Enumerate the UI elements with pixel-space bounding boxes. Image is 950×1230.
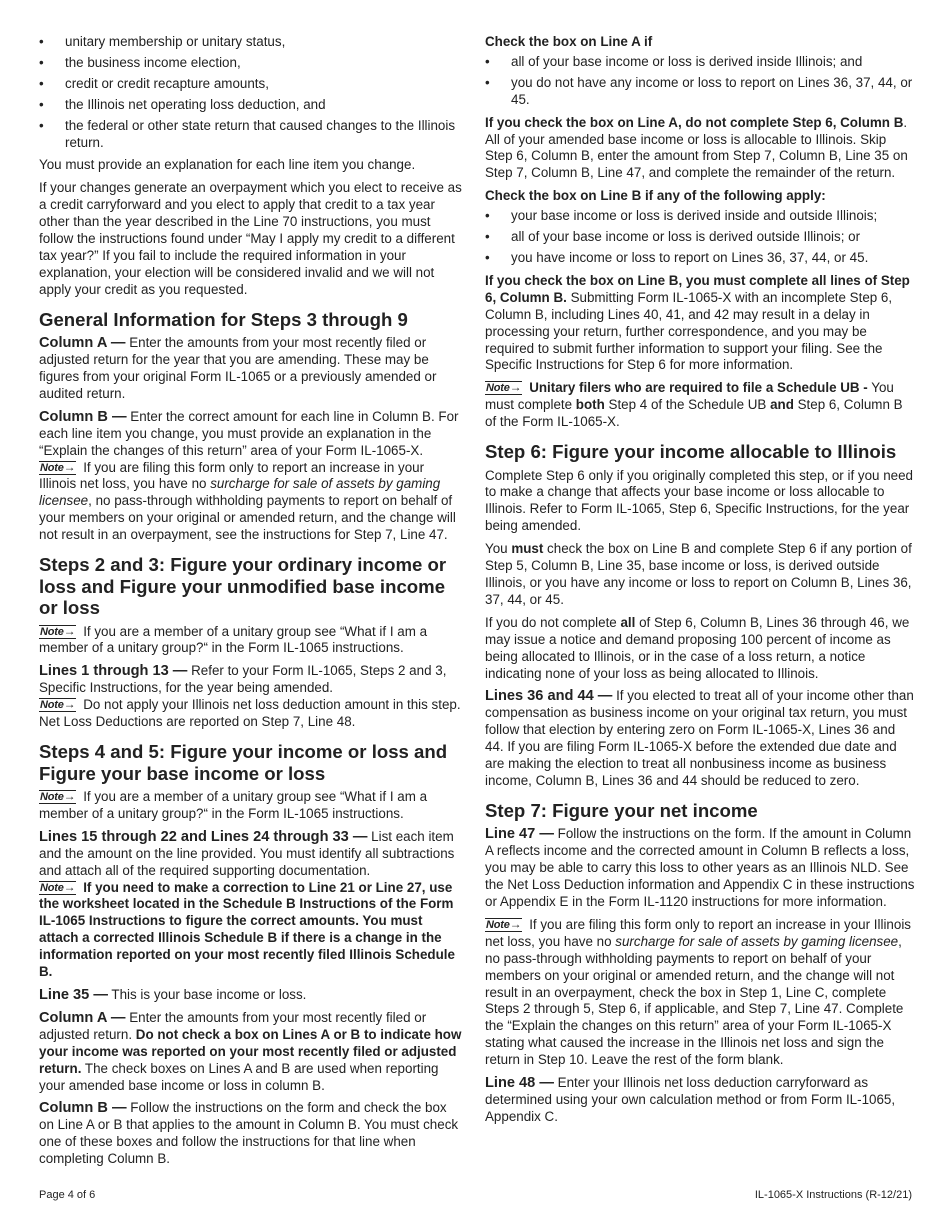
note-icon: Note→ bbox=[40, 879, 76, 894]
bullet-icon: • bbox=[39, 34, 44, 49]
line-b-paragraph: If you check the box on Line B, you must complete all lines of Step 6, Column B. Submitting Form IL-1065-X with an incomplete Step 6, Column B, including Lines 40, 41, and 42 may result in a delay in processing your return, further correspondence, and you may be required to submit further information to support your filing. See the Specific Instructions for Step 6 for more information. bbox=[485, 272, 910, 373]
note-icon: Note→ bbox=[486, 916, 522, 931]
list-item: • all of your base income or loss is derived inside Illinois; and bbox=[485, 53, 863, 69]
step-6-must-paragraph: You must check the box on Line B and complete Step 6 if any portion of Step 5, Column B, Line 35, base income or loss, is derived outside Illinois, or you have any income or loss to report on Column B, Lines 36, 37, 44, or 45. bbox=[485, 541, 912, 607]
line-48-paragraph: Line 48 — Enter your Illinois net loss deduction carryforward as determined using your own calculation method or from Form IL-1065, Appendix C. bbox=[485, 1075, 896, 1124]
steps-4-5-note-unitary: Note→ If you are a member of a unitary group see “What if I am a member of a unitary group?“ in the Form IL-1065 instructions. bbox=[39, 789, 428, 821]
list-item: • the business income election, bbox=[39, 54, 241, 70]
line-a-paragraph: If you check the box on Line A, do not complete Step 6, Column B. All of your amended base income or loss is allocable to Illinois. Skip Step 6, Column B, enter the amount from Step 7, Column B, Line 35 on Step 7, Column B, Line 47, and complete the remainder of the return. bbox=[485, 114, 908, 181]
note-icon: Note→ bbox=[40, 789, 76, 803]
bullet-icon: • bbox=[39, 75, 44, 91]
steps-2-3-heading: Steps 2 and 3: Figure your ordinary income or loss and Figure your unmodified base income or loss bbox=[39, 554, 447, 619]
steps-4-5-column-a: Column A — Enter the amounts from your most recently filed or adjusted return. Do not check a box on Lines A or B to indicate how your income was reported on your most recently filed or adjusted return. The check boxes on Lines A and B are used when reporting your amended base income or loss in column B. bbox=[39, 1009, 462, 1093]
line-a-heading: Check the box on Line A if bbox=[485, 34, 653, 49]
overpayment-paragraph: If your changes generate an overpayment which you elect to receive as a credit carryforward and you elect to apply that credit to a tax year other than the year described in the Line 70 instructions, you must follow the instructions found under “May I apply my credit to a different tax year?” If you fail to include the required information in your explanation, your election will be considered invalid and we will not apply your credit as you requested. bbox=[39, 180, 462, 297]
note-icon: Note→ bbox=[40, 459, 76, 474]
list-item: • the Illinois net operating loss deduction, and bbox=[39, 96, 326, 112]
note-icon: Note→ bbox=[40, 623, 76, 638]
line-b-bullet-list bbox=[485, 208, 915, 267]
bullet-icon: • bbox=[39, 117, 44, 133]
lines-36-44-paragraph: Lines 36 and 44 — If you elected to treat all of your income other than compensation as business income on your original tax return, you must follow that election by entering zero on Form IL-1065-X, Lines 36 and 44. If you are filing Form IL-1065-X before the extended due date and are making the election to treat all nonbusiness income as business income, Column B, Lines 36 and 44 should be reduced to zero. bbox=[485, 688, 914, 788]
list-item: • your base income or loss is derived inside and outside Illinois; bbox=[485, 208, 878, 224]
note-icon: Note→ bbox=[486, 380, 522, 395]
note-icon: Note→ bbox=[40, 697, 76, 712]
list-item: • credit or credit recapture amounts, bbox=[39, 75, 269, 91]
list-item: • all of your base income or loss is derived outside Illinois; or bbox=[485, 229, 861, 245]
list-item: • the federal or other state return that caused changes to the Illinois return. bbox=[39, 117, 456, 150]
step-6-heading: Step 6: Figure your income allocable to Illinois bbox=[485, 441, 897, 463]
list-item: • unitary membership or unitary status, bbox=[39, 34, 286, 49]
list-item: • you do not have any income or loss to report on Lines 36, 37, 44, or 45. bbox=[485, 74, 913, 107]
explain-each-paragraph: You must provide an explanation for each line item you change. bbox=[39, 157, 416, 173]
gen-info-column-b: Column B — Enter the correct amount for each line in Column B. For each line item you change, you must provide an explanation in the “Explain the changes of this return” area of your Form IL-1065-X. Note→ If you are filing this form only to report an increase in your Illinois net loss, you have no surcharge for sale of assets by gaming licensee, no pass-through withholding payments to report on behalf of your members on your original or amended return, and the change will not result in an overpayment, see the instructions for Step 7, Line 47. bbox=[39, 408, 459, 543]
bullet-icon: • bbox=[485, 249, 490, 265]
left-column bbox=[39, 34, 463, 1174]
bullet-icon: • bbox=[485, 74, 490, 90]
lines-15-33-paragraph: Lines 15 through 22 and Lines 24 through 33 — List each item and the amount on the line provided. You must identify all subtractions and attach all of the required supporting documentation. Note→ If you need to make a correction to Line 21 or Line 27, use the worksheet located in the Schedule B Instructions of the Form IL-1065 Instructions to figure the correct amounts. You must attach a corrected Illinois Schedule B if there is a change in the information reported on your most recently filed Illinois Schedule B. bbox=[39, 828, 455, 980]
bullet-icon: • bbox=[39, 96, 44, 112]
form-revision: IL-1065-X Instructions (R-12/21) bbox=[754, 1189, 912, 1201]
gen-info-heading: General Information for Steps 3 through 9 bbox=[39, 308, 408, 330]
bullet-icon: • bbox=[39, 54, 44, 70]
step-6-all-paragraph: If you do not complete all of Step 6, Column B, Lines 36 through 46, we may issue a notice and demand proposing 100 percent of income as being allocated to Illinois, or in the case of a loss return, a notice indicating none of your loss as being allocated to Illinois. bbox=[485, 614, 910, 681]
step-7-heading: Step 7: Figure your net income bbox=[485, 799, 758, 821]
bullet-icon: • bbox=[485, 229, 490, 245]
step-7-note: Note→ If you are filing this form only to report an increase in your Illinois net loss, you have no surcharge for sale of assets by gaming licensee, no pass-through withholding payments to report on behalf of your members on your original or amended return, and the change will not result in an overpayment, check the box in Step 1, Line C, complete Steps 2 through 5, Step 6, if applicable, and Step 7, Line 47. Complete the “Explain the changes on this return” area of your Form IL-1065-X stating what caused the increase in the Illinois net loss and sign the return in Step 10. Leave the rest of the form blank. bbox=[485, 916, 911, 1068]
line-47-paragraph: Line 47 — Follow the instructions on the form. If the amount in Column A reflects income and the corrected amount in Column B reflects a loss, you may be able to carry this loss to other years as an Illinois NLD. See the Net Loss Deduction information and Appendix C in these instructions or Appendix E in the Form IL-1120 instructions for more information. bbox=[485, 826, 915, 909]
bullet-icon: • bbox=[485, 53, 490, 69]
steps-2-3-note-unitary: Note→ If you are a member of a unitary group see “What if I am a member of a unitary group?“ in the Form IL-1065 instructions. bbox=[39, 623, 428, 656]
step-6-intro: Complete Step 6 only if you originally completed this step, or if you need to make a change that affects your base income or loss allocable to Illinois. Refer to Form IL-1065, Step 6, Specific Instructions, for the year being amended. bbox=[485, 467, 913, 534]
changes-bullet-list bbox=[39, 34, 463, 151]
page-number: Page 4 of 6 bbox=[39, 1189, 96, 1201]
gen-info-column-a: Column A — Enter the amounts from your most recently filed or adjusted return for the year that you are amending. These may be figures from your original Form IL-1065 or a previously amended or audited return. bbox=[39, 335, 437, 401]
line-a-bullet-list bbox=[485, 54, 915, 109]
steps-4-5-column-b: Column B — Follow the instructions on the form and check the box on Line A or B that applies to the amount in Column B. You must check one of these boxes and follow the instructions for that line when completing Column B. bbox=[39, 1100, 459, 1167]
unitary-filers-note: Note→ Unitary filers who are required to file a Schedule UB - You must complete both Step 4 of the Schedule UB and Step 6, Column B of the Form IL-1065-X. bbox=[485, 380, 903, 430]
bullet-icon: • bbox=[485, 208, 490, 224]
lines-1-13-paragraph: Lines 1 through 13 — Refer to your Form IL-1065, Steps 2 and 3, Specific Instructions, for the year being amended. Note→ Do not apply your Illinois net loss deduction amount in this step. Net Loss Deductions are reported on Step 7, Line 48. bbox=[39, 663, 461, 730]
right-column bbox=[485, 34, 915, 1132]
list-item: • you have income or loss to report on Lines 36, 37, 44, or 45. bbox=[485, 249, 869, 265]
steps-4-5-heading: Steps 4 and 5: Figure your income or loss and Figure your base income or loss bbox=[39, 741, 448, 784]
line-b-heading: Check the box on Line B if any of the following apply: bbox=[485, 188, 826, 204]
line-35-paragraph: Line 35 — This is your base income or loss. bbox=[39, 986, 307, 1003]
